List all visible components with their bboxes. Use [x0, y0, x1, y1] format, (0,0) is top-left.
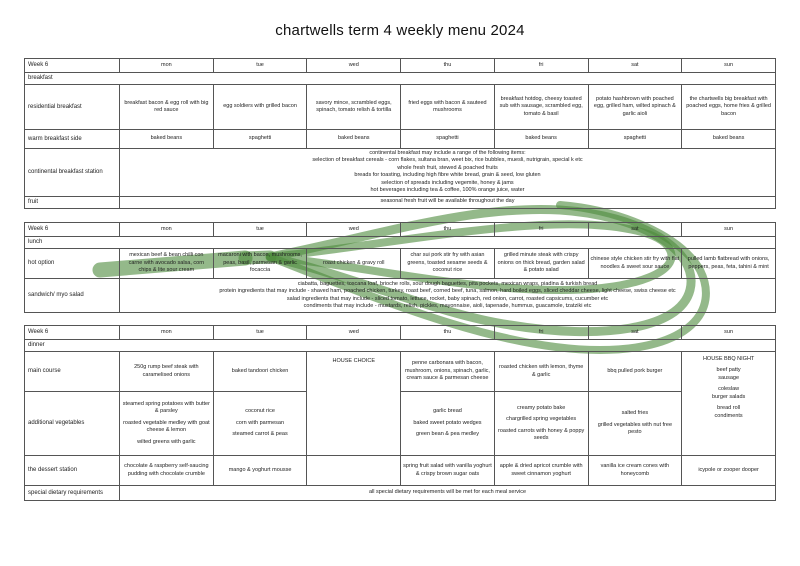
row-label: residential breakfast	[25, 85, 120, 130]
day-header-row	[25, 59, 776, 73]
veg-item: steamed carrot & peas	[232, 431, 288, 438]
table-row	[25, 486, 776, 501]
menu-cell: breakfast bacon & egg roll with big red sauce	[120, 85, 214, 130]
veg-item: roasted vegetable medley with goat cheese & lemon	[123, 419, 210, 434]
veg-item: steamed spring potatoes with butter & parsley	[122, 400, 210, 415]
menu-cell: savory mince, scrambled eggs, spinach, tomato relish & tortilla	[307, 85, 401, 130]
sandwich-line: condiments that may include - mustards, relish, pickles, mayonnaise, aioli, tapenade, hummus, guacamole, tzatziki etc	[303, 302, 592, 309]
day-wed: wed	[307, 223, 401, 237]
veg-item: green bean & pea medley	[415, 431, 479, 438]
table-row	[25, 352, 776, 392]
veg-cell-thu	[401, 392, 495, 456]
veg-item: creamy potato bake	[517, 404, 566, 411]
row-label: warm breakfast side	[25, 130, 120, 149]
menu-cell: baked beans	[307, 130, 401, 149]
section-breakfast: breakfast	[25, 73, 776, 85]
row-label: special dietary requirements	[25, 486, 120, 501]
week-label: Week 6	[25, 59, 120, 73]
breakfast-table	[24, 58, 776, 209]
bbq-item: sausage	[718, 374, 739, 381]
menu-cell: grilled minute steak with crispy onions on thick bread, garden salad & potato salad	[494, 249, 588, 279]
day-header-row	[25, 223, 776, 237]
menu-cell: macaroni with bacon, mushrooms, peas, basil, parmesan & garlic focaccia	[213, 249, 307, 279]
day-header-row	[25, 326, 776, 340]
day-wed: wed	[307, 59, 401, 73]
sandwich-text	[120, 279, 776, 313]
day-mon: mon	[120, 223, 214, 237]
lunch-table	[24, 222, 776, 313]
continental-line: selection of breakfast cereals - corn flakes, sultana bran, weet bix, rice bubbles, muesli, nutrigrain, special k etc	[312, 157, 583, 164]
menu-cell: roast chicken & gravy roll	[307, 249, 401, 279]
menu-cell: fried eggs with bacon & sauteed mushrooms	[401, 85, 495, 130]
veg-item: salted fries	[621, 410, 649, 417]
veg-item: grilled vegetables with nut free pesto	[597, 421, 673, 436]
veg-item: wilted greens with garlic	[137, 438, 196, 445]
row-label: the dessert station	[25, 456, 120, 486]
day-mon: mon	[120, 326, 214, 340]
row-label: continental breakfast station	[25, 149, 120, 197]
continental-line: hot beverages including tea & coffee, 100% orange juice, water	[370, 187, 525, 194]
menu-cell: baked tandoori chicken	[213, 352, 307, 392]
menu-cell: penne carbonara with bacon, mushroom, onions, spinach, garlic, cream sauce & parmesan cheese	[401, 352, 495, 392]
continental-line: whole fresh fruit, stewed & poached fruits	[397, 164, 498, 171]
veg-item: coconut rice	[245, 408, 275, 415]
veg-item: chargrilled spring vegetables	[506, 416, 577, 423]
veg-cell-fri	[494, 392, 588, 456]
menu-cell: spring fruit salad with vanilla yoghurt & crispy brown sugar oats	[401, 456, 495, 486]
day-sat: sat	[588, 59, 682, 73]
menu-cell: spaghetti	[213, 130, 307, 149]
bbq-item: condiments	[714, 412, 743, 419]
menu-cell: baked beans	[120, 130, 214, 149]
bbq-item: coleslaw	[718, 386, 740, 393]
house-choice-cell: HOUSE CHOICE	[307, 352, 401, 456]
continental-line: breads for toasting, including high fibre white bread, grain & seed, low gluten	[354, 172, 541, 179]
veg-item: roasted carrots with honey & poppy seeds	[498, 427, 585, 441]
table-row	[25, 456, 776, 486]
table-row	[25, 130, 776, 149]
menu-cell: chocolate & raspberry self-saucing pudding with chocolate crumble	[120, 456, 214, 486]
row-label: main course	[25, 352, 120, 392]
menu-cell: baked beans	[682, 130, 776, 149]
section-lunch: lunch	[25, 237, 776, 249]
menu-cell: 250g rump beef steak with caramelised onions	[120, 352, 214, 392]
continental-text	[120, 149, 776, 197]
day-fri: fri	[494, 326, 588, 340]
table-row	[25, 149, 776, 197]
day-tue: tue	[213, 326, 307, 340]
menu-cell: egg soldiers with grilled bacon	[213, 85, 307, 130]
day-thu: thu	[401, 59, 495, 73]
row-label: hot option	[25, 249, 120, 279]
bbq-night-heading: HOUSE BBQ NIGHT	[702, 356, 755, 362]
menu-cell: bbq pulled pork burger	[588, 352, 682, 392]
fruit-text: seasonal fresh fruit will be available throughout the day	[120, 196, 776, 208]
bbq-item: bread roll	[717, 405, 741, 412]
day-sun: sun	[682, 326, 776, 340]
menu-cell: mexican beef & bean chilli con carne with avocado salsa, corn chips & lite sour cream	[120, 249, 214, 279]
menu-cell: roasted chicken with lemon, thyme & garlic	[494, 352, 588, 392]
menu-cell: chinese style chicken stir fry with flat noodles & sweet sour sauce	[588, 249, 682, 279]
veg-item: garlic bread	[433, 408, 462, 415]
day-sat: sat	[588, 223, 682, 237]
day-fri: fri	[494, 59, 588, 73]
table-row	[25, 392, 776, 456]
row-label: fruit	[25, 196, 120, 208]
day-sat: sat	[588, 326, 682, 340]
day-fri: fri	[494, 223, 588, 237]
table-row	[25, 249, 776, 279]
day-tue: tue	[213, 223, 307, 237]
bbq-item: burger salads	[711, 393, 746, 400]
day-thu: thu	[401, 223, 495, 237]
sandwich-line: salad ingredients that may include - sliced tomato, lettuce, rocket, baby spinach, red onion, carrot, roasted capsicums, cucumber etc	[286, 295, 609, 302]
menu-cell: spaghetti	[401, 130, 495, 149]
menu-cell: apple & dried apricot crumble with sweet cinnamon yoghurt	[494, 456, 588, 486]
veg-item: corn with parmesan	[236, 419, 285, 426]
menu-cell: vanilla ice cream cones with honeycomb	[588, 456, 682, 486]
menu-cell: spaghetti	[588, 130, 682, 149]
table-row	[25, 279, 776, 313]
menu-cell: pulled lamb flatbread with onions, peppers, peas, feta, tahini & mint	[682, 249, 776, 279]
continental-line: continental breakfast may include a range of the following items:	[369, 150, 526, 156]
menu-cell: icypole or zooper dooper	[682, 456, 776, 486]
row-label: additional vegetables	[25, 392, 120, 456]
bbq-item: beef patty	[716, 367, 741, 374]
day-sun: sun	[682, 59, 776, 73]
row-label: sandwich/ myo salad	[25, 279, 120, 313]
sandwich-line: protein ingredients that may include - shaved ham, poached chicken, turkey, roast beef, corned beef, tuna, salmon, hard boiled eggs, sliced cheddar cheese, light cheese, swiss cheese etc	[219, 288, 676, 295]
continental-line: selection of spreads including vegemite, honey & jams	[381, 179, 514, 186]
veg-item: baked sweet potato wedges	[413, 419, 482, 426]
menu-cell: char sui pork stir fry with asian greens, toasted sesame seeds & coconut rice	[401, 249, 495, 279]
page-title: chartwells term 4 weekly menu 2024	[275, 22, 525, 39]
table-row	[25, 196, 776, 208]
week-label: Week 6	[25, 326, 120, 340]
veg-cell-sat	[588, 392, 682, 456]
dietary-text: all special dietary requirements will be met for each meal service	[120, 486, 776, 501]
veg-cell-tue	[213, 392, 307, 456]
menu-cell: breakfast hotdog, cheesy toasted sub with sausage, scrambled egg, tomato & basil	[494, 85, 588, 130]
day-thu: thu	[401, 326, 495, 340]
menu-cell: the chartwells big breakfast with poached eggs, home fries & grilled bacon	[682, 85, 776, 130]
day-tue: tue	[213, 59, 307, 73]
section-dinner: dinner	[25, 340, 776, 352]
day-wed: wed	[307, 326, 401, 340]
veg-cell-mon	[120, 392, 214, 456]
table-row	[25, 85, 776, 130]
day-mon: mon	[120, 59, 214, 73]
day-sun: sun	[682, 223, 776, 237]
week-label: Week 6	[25, 223, 120, 237]
menu-cell: baked beans	[494, 130, 588, 149]
bbq-night-cell	[682, 352, 776, 456]
menu-cell: potato hashbrown with poached egg, grilled ham, wilted spinach & garlic aioli	[588, 85, 682, 130]
dinner-table	[24, 325, 776, 501]
sandwich-line: ciabatta, baguettes, toscana loaf, brioche rolls, sour dough baguettes, pita pockets, mexican wraps, piadina & turkish bread	[297, 280, 598, 287]
menu-cell	[307, 456, 401, 486]
menu-cell: mango & yoghurt mousse	[213, 456, 307, 486]
